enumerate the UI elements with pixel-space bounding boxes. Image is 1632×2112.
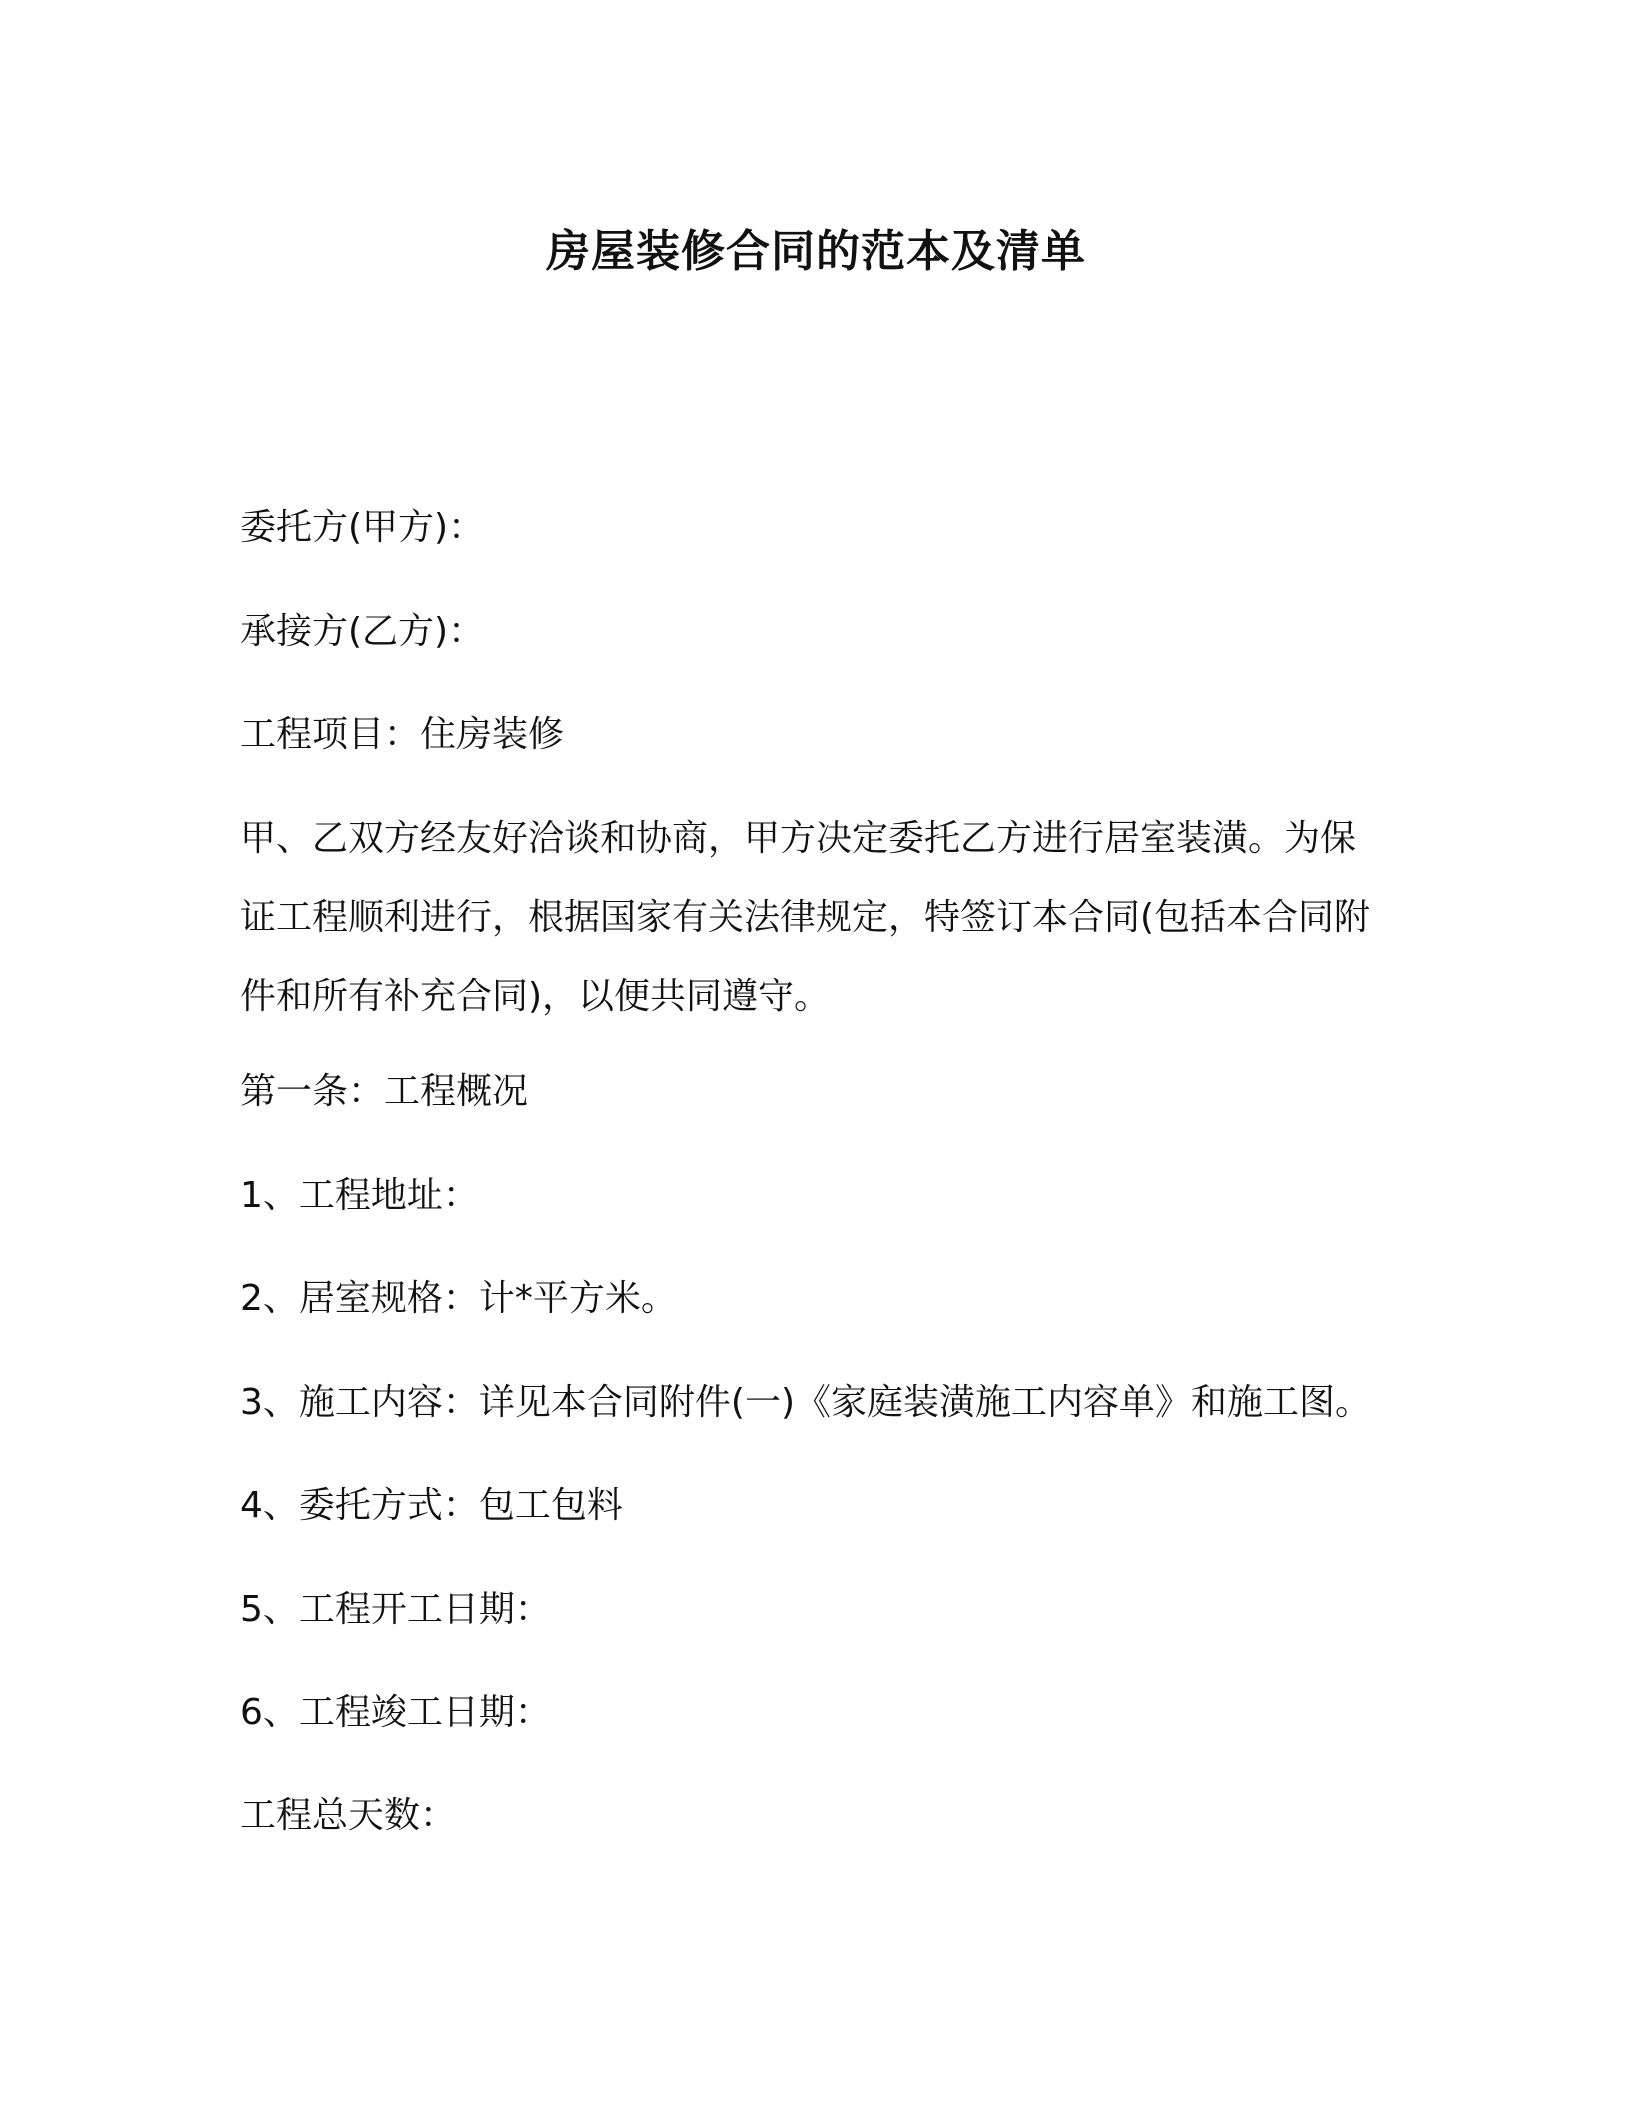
item-6-end-date: 6、工程竣工日期：	[240, 1692, 551, 1733]
item-5-start-date: 5、工程开工日期：	[240, 1589, 551, 1630]
project-line: 工程项目：住房装修	[240, 714, 565, 755]
client-line: 委托方(甲方)：	[240, 507, 485, 548]
total-days-line: 工程总天数：	[240, 1795, 457, 1836]
item-3-scope: 3、施工内容：详见本合同附件(一)《家庭装潢施工内容单》和施工图。	[240, 1382, 1371, 1423]
contractor-line: 承接方(乙方)：	[240, 611, 485, 652]
item-2-size: 2、居室规格：计*平方米。	[240, 1278, 677, 1319]
item-4-method: 4、委托方式：包工包料	[240, 1485, 623, 1526]
preamble-paragraph: 甲、乙双方经友好洽谈和协商，甲方决定委托乙方进行居室装潢。为保证工程顺利进行，根据国家有关法律规定，特签订本合同(包括本合同附件和所有补充合同)，以便共同遵守。	[240, 818, 1371, 1017]
document-title: 房屋装修合同的范本及清单	[546, 226, 1086, 277]
item-1-address: 1、工程地址：	[240, 1175, 479, 1216]
article-1-heading: 第一条：工程概况	[240, 1071, 529, 1112]
